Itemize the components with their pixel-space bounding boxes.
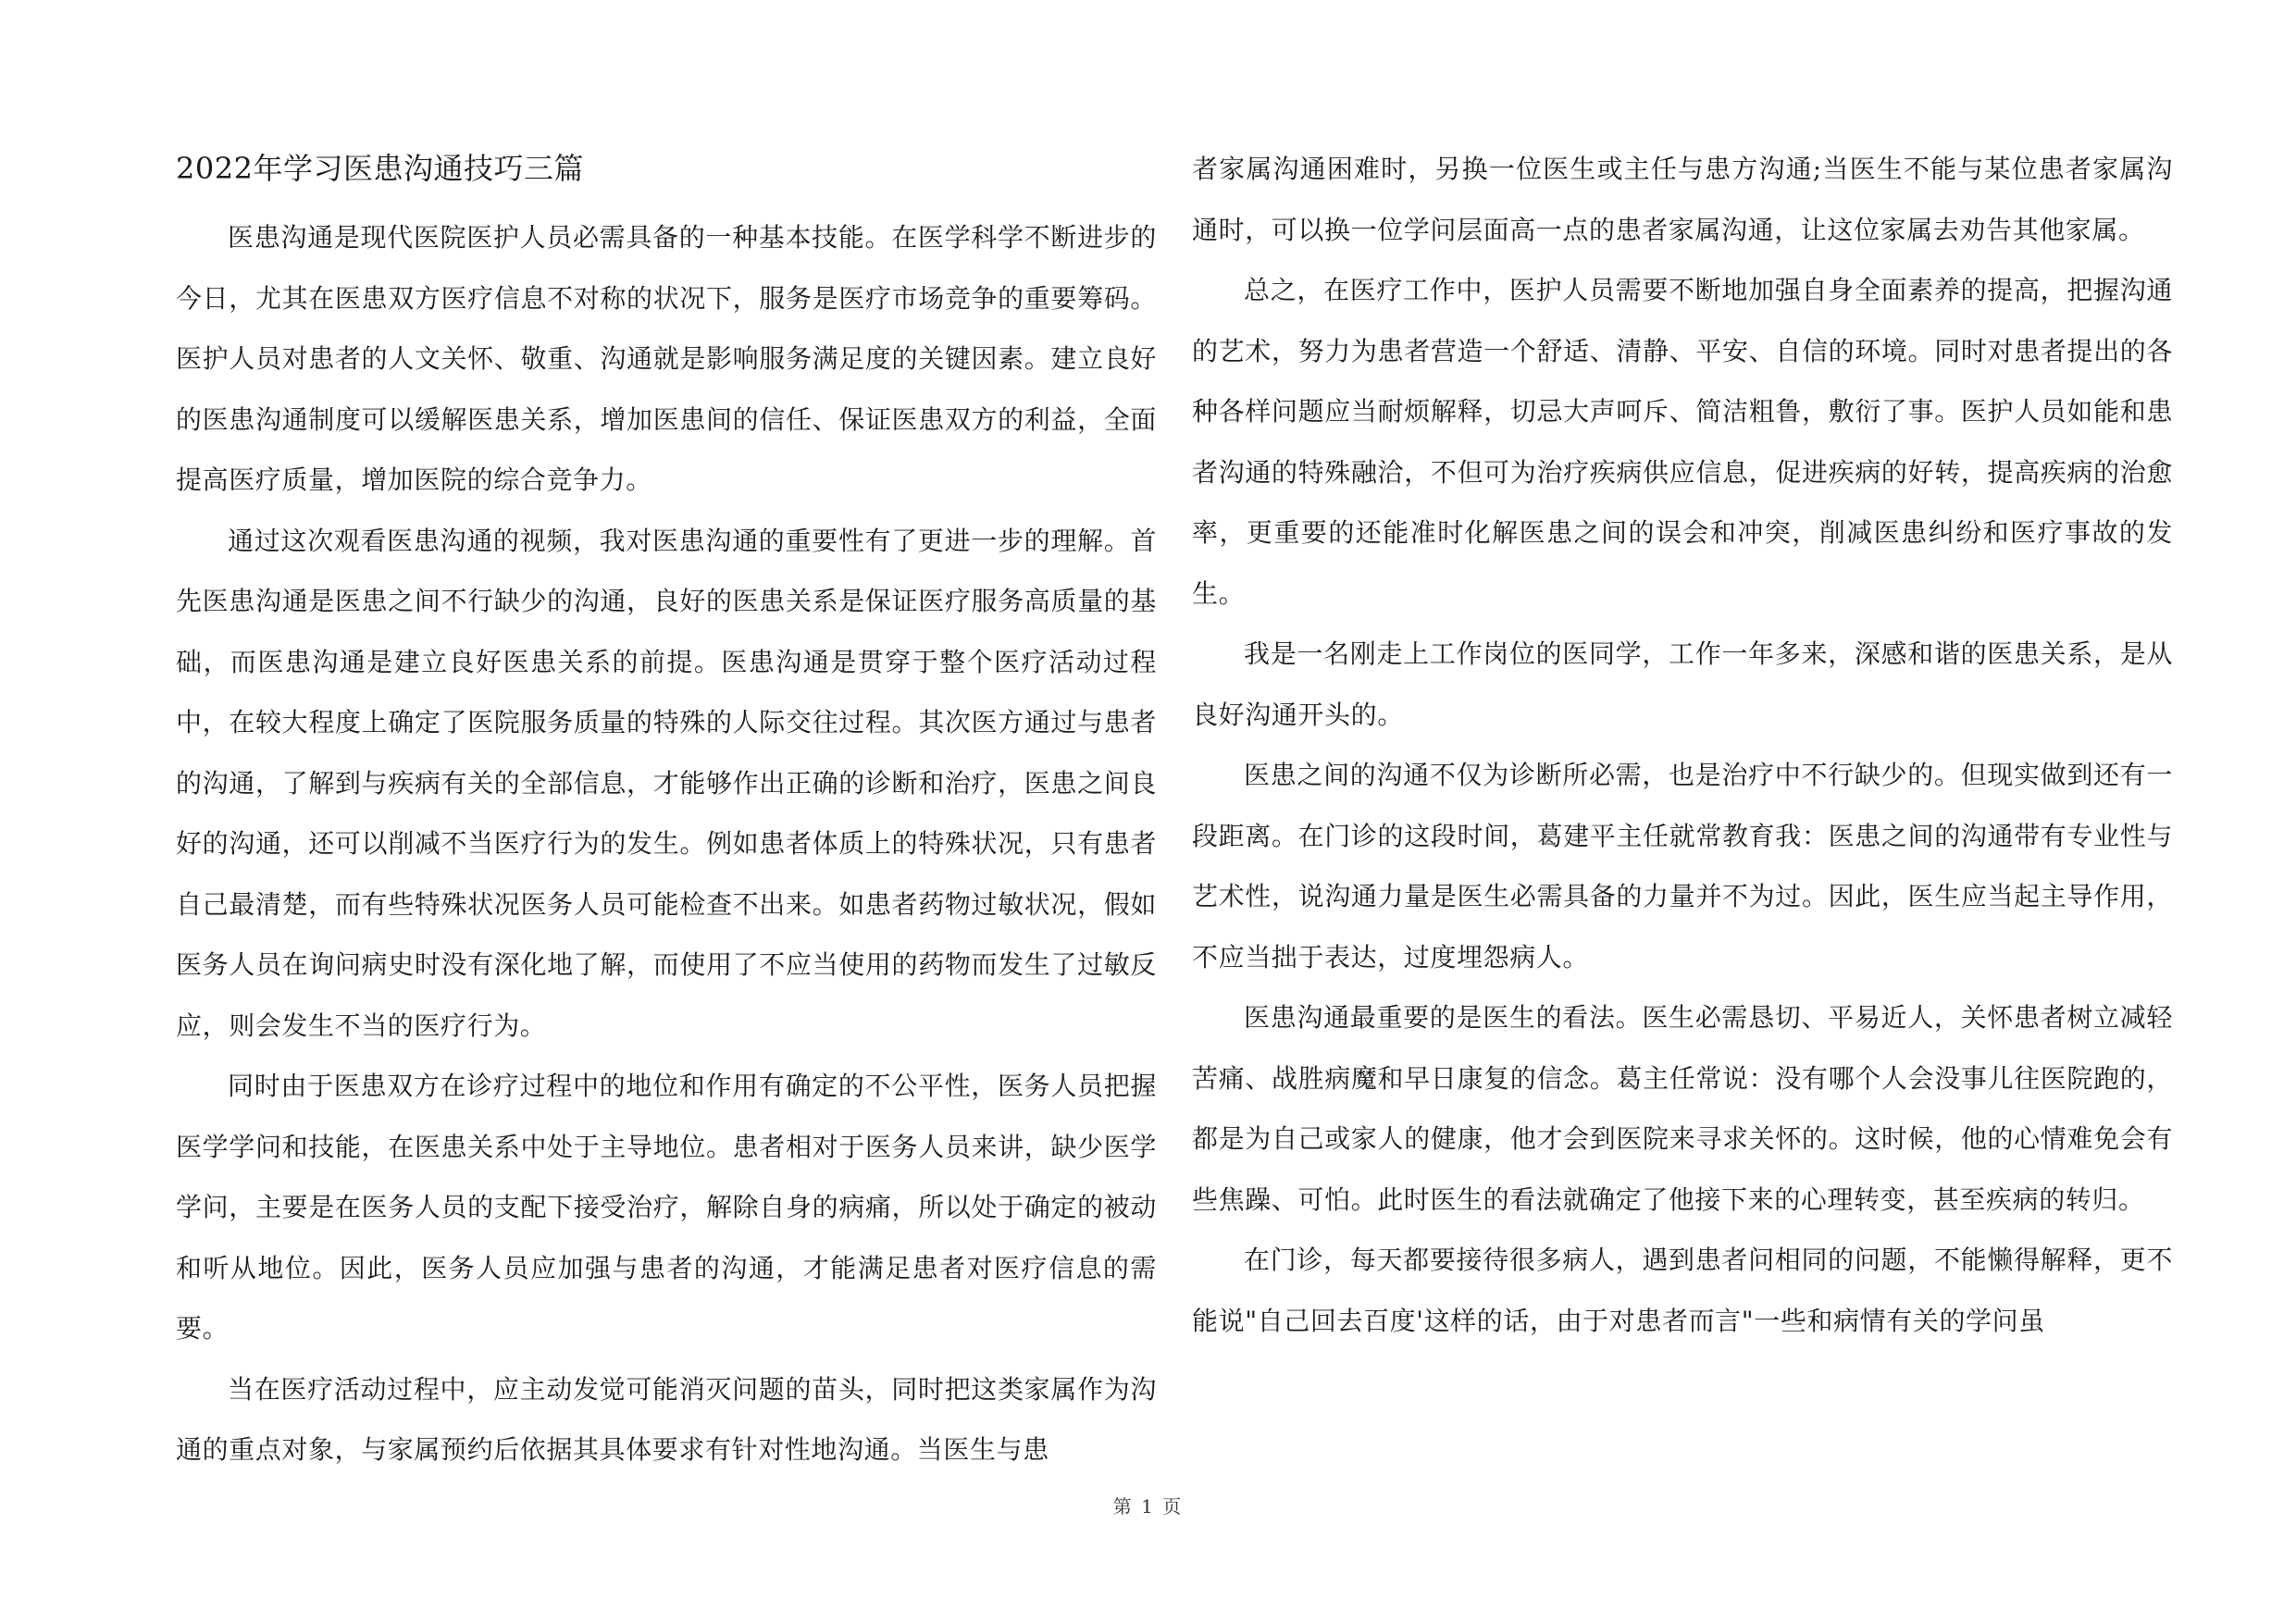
paragraph: 医患沟通最重要的是医生的看法。医生必需恳切、平易近人，关怀患者树立减轻苦痛、战胜病魔和早日康复的信念。葛主任常说：没有哪个人会没事儿往医院跑的，都是为自己或家人的健康，他才会到医院来寻求关怀的。这时候，他的心情难免会有些焦躁、可怕。此时医生的看法就确定了他接下来的心理转变，甚至疾病的转归。 [1192,1002,2173,1215]
paragraph: 当在医疗活动过程中，应主动发觉可能消灭问题的苗头，同时把这类家属作为沟通的重点对象，与家属预约后依据其具体要求有针对性地沟通。当医生与患 [176,1373,1157,1465]
paragraph: 医患沟通是现代医院医护人员必需具备的一种基本技能。在医学科学不断进步的今日，尤其在医患双方医疗信息不对称的状况下，服务是医疗市场竞争的重要筹码。医护人员对患者的人文关怀、敬重、沟通就是影响服务满足度的关键因素。建立良好的医患沟通制度可以缓解医患关系，增加医患间的信任、保证医患双方的利益，全面提高医疗质量，增加医院的综合竞争力。 [176,222,1157,495]
page-number: 第 1 页 [1112,1495,1184,1518]
right-column [1192,139,2173,1351]
paragraph: 通过这次观看医患沟通的视频，我对医患沟通的重要性有了更进一步的理解。首先医患沟通是医患之间不行缺少的沟通，良好的医患关系是保证医疗服务高质量的基础，而医患沟通是建立良好医患关系的前提。医患沟通是贯穿于整个医疗活动过程中，在较大程度上确定了医院服务质量的特殊的人际交往过程。其次医方通过与患者的沟通，了解到与疾病有关的全部信息，才能够作出正确的诊断和治疗，医患之间良好的沟通，还可以削减不当医疗行为的发生。例如患者体质上的特殊状况，只有患者自己最清楚，而有些特殊状况医务人员可能检查不出来。如患者药物过敏状况，假如医务人员在询问病史时没有深化地了解，而使用了不应当使用的药物而发生了过敏反应，则会发生不当的医疗行为。 [176,525,1157,1041]
paragraph: 我是一名刚走上工作岗位的医同学，工作一年多来，深感和谐的医患关系，是从良好沟通开头的。 [1192,638,2173,730]
left-column [176,139,1157,1481]
paragraph: 在门诊，每天都要接待很多病人，遇到患者问相同的问题，不能懒得解释，更不能说"自己回去百度'这样的话，由于对患者而言"一些和病情有关的学问虽 [1192,1245,2173,1336]
paragraph-continuation: 者家属沟通困难时，另换一位医生或主任与患方沟通;当医生不能与某位患者家属沟通时，可以换一位学问层面高一点的患者家属沟通，让这位家属去劝告其他家属。 [1192,154,2173,245]
document-title: 2022年学习医患沟通技巧三篇 [176,151,584,186]
paragraph: 总之，在医疗工作中，医护人员需要不断地加强自身全面素养的提高，把握沟通的艺术，努力为患者营造一个舒适、清静、平安、自信的环境。同时对患者提出的各种各样问题应当耐烦解释，切忌大声呵斥、简洁粗鲁，敷衍了事。医护人员如能和患者沟通的特殊融洽，不但可为治疗疾病供应信息，促进疾病的好转，提高疾病的治愈率，更重要的还能准时化解医患之间的误会和冲突，削减医患纠纷和医疗事故的发生。 [1192,275,2173,609]
paragraph: 医患之间的沟通不仅为诊断所必需，也是治疗中不行缺少的。但现实做到还有一段距离。在门诊的这段时间，葛建平主任就常教育我：医患之间的沟通带有专业性与艺术性，说沟通力量是医生必需具备的力量并不为过。因此，医生应当起主导作用，不应当拙于表达，过度埋怨病人。 [1192,760,2173,973]
paragraph: 同时由于医患双方在诊疗过程中的地位和作用有确定的不公平性，医务人员把握医学学问和技能，在医患关系中处于主导地位。患者相对于医务人员来讲，缺少医学学问，主要是在医务人员的支配下接受治疗，解除自身的病痛，所以处于确定的被动和听从地位。因此，医务人员应加强与患者的沟通，才能满足患者对医疗信息的需要。 [176,1071,1157,1344]
